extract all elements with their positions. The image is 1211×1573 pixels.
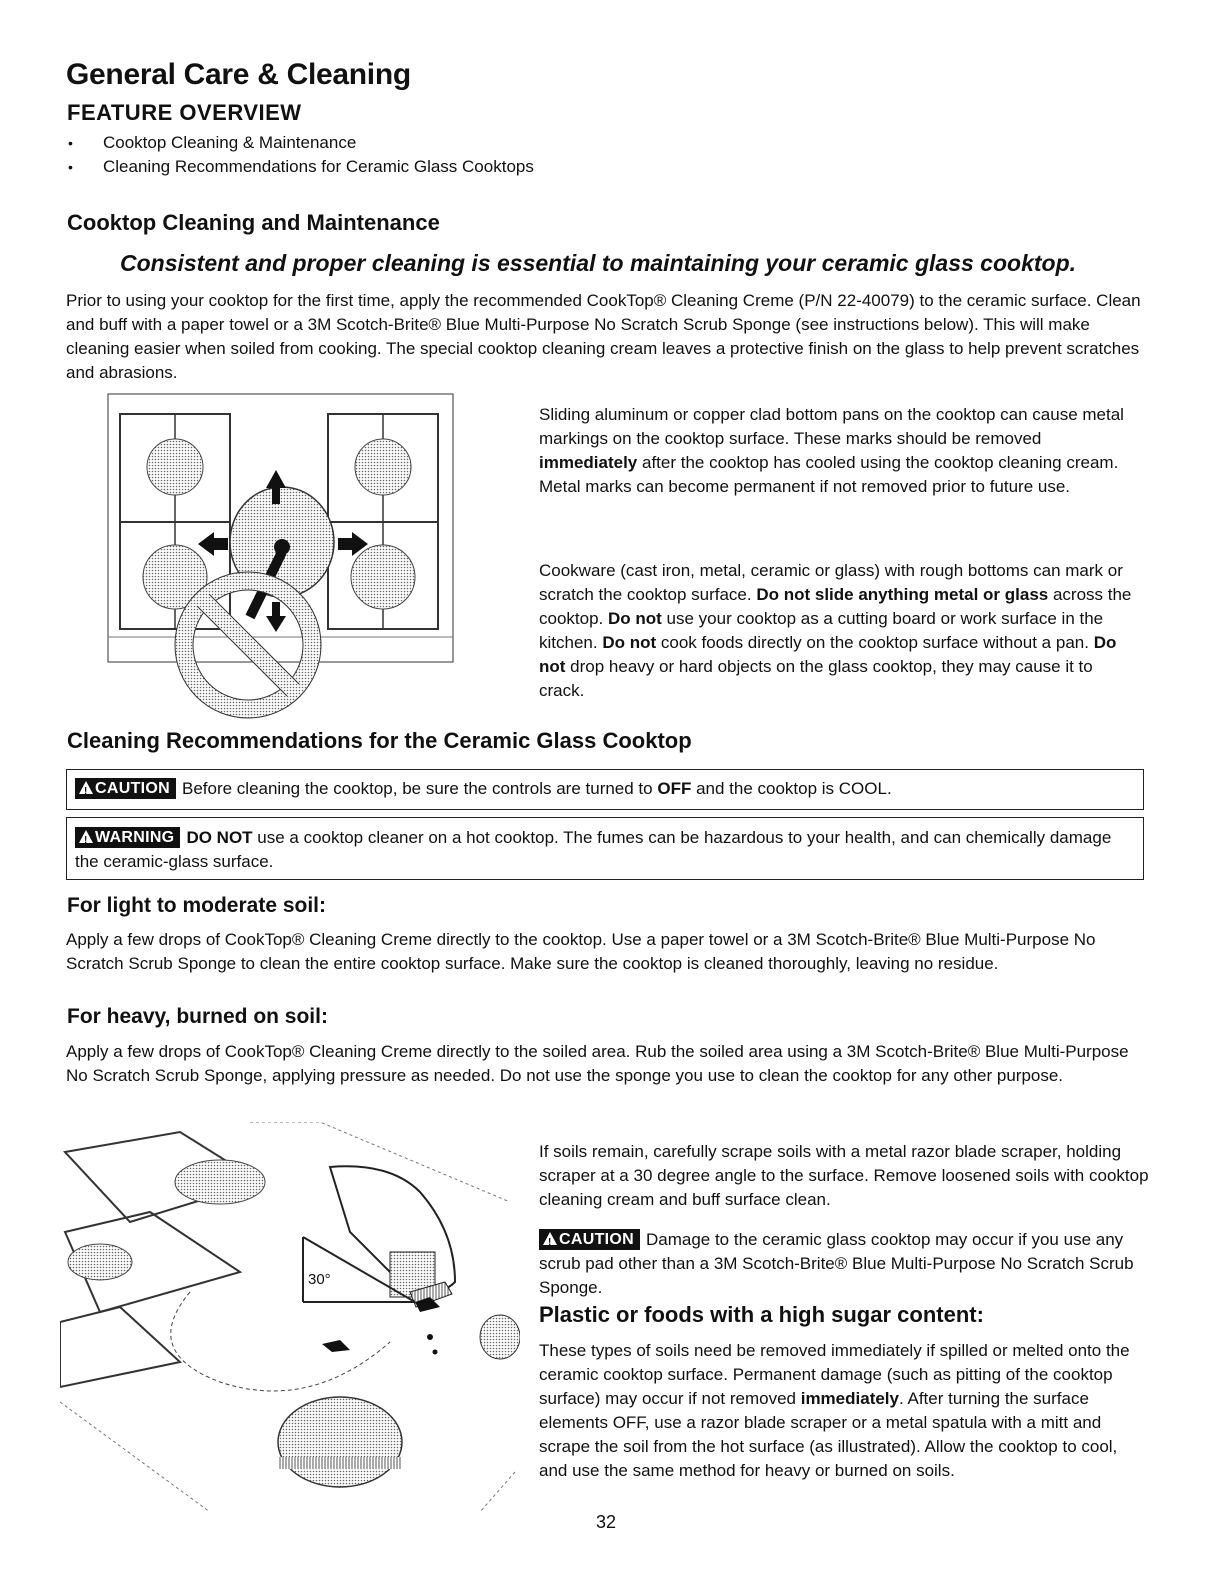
section-heading-cooktop-cleaning: Cooktop Cleaning and Maintenance <box>67 210 440 235</box>
sliding-pans-paragraph: Sliding aluminum or copper clad bottom pans on the cooktop can cause metal markings on the cooktop surface. These marks should be removed immediately after the cooktop has cooled using the cooktop cleaning cream. Metal marks can become permanent if not removed prior to future use. <box>539 405 1124 496</box>
section-banner: Consistent and proper cleaning is essential to maintaining your ceramic glass cooktop. <box>120 250 1077 276</box>
angle-label: 30° <box>308 1271 331 1288</box>
feature-overview-list <box>66 131 534 179</box>
caution-scrub-pad-paragraph: !CAUTION Damage to the ceramic glass cooktop may occur if you use any scrub pad other than a 3M Scotch-Brite® Blue Multi-Purpose No Scratch Scrub Sponge. <box>539 1228 1139 1300</box>
warning-badge: !WARNING <box>75 827 180 848</box>
warning-triangle-icon <box>79 830 93 843</box>
light-soil-heading: For light to moderate soil: <box>67 894 327 917</box>
razor-scraper-illustration <box>60 1122 520 1517</box>
cooktop-no-slide-illustration <box>100 392 460 722</box>
heavy-soil-paragraph: Apply a few drops of CookTop® Cleaning Creme directly to the soiled area. Rub the soiled area using a 3M Scotch-Brite® Blue Multi-Purpose No Scratch Scrub Sponge, applying pressure as needed. Do not use the sponge you use to clean the cooktop for any other purpose. <box>66 1042 1129 1085</box>
scraper-paragraph: If soils remain, carefully scrape soils with a metal razor blade scraper, holding scraper at a 30 degree angle to the surface. Remove loosened soils with cooktop cleaning cream and buff surface clean. <box>539 1142 1149 1209</box>
caution-badge: !CAUTION <box>75 778 176 799</box>
list-item: • Cooktop Cleaning & Maintenance <box>66 131 534 155</box>
heavy-soil-heading: For heavy, burned on soil: <box>67 1005 328 1028</box>
sugar-content-paragraph: These types of soils need be removed immediately if spilled or melted onto the ceramic cooktop surface. Permanent damage (such as pitting of the cooktop surface) may occur if not removed immediately. After turning the surface elements OFF, use a razor blade scraper or a metal spatula with a mitt and scrape the soil from the hot surface (as illustrated). Allow the cooktop to cool, and use the same method for heavy or burned on soils. <box>539 1341 1130 1480</box>
caution-box: !CAUTION Before cleaning the cooktop, be sure the controls are turned to OFF and the cooktop is COOL. <box>66 769 1144 810</box>
warning-triangle-icon <box>79 781 93 794</box>
section-heading-cleaning-recommendations: Cleaning Recommendations for the Ceramic Glass Cooktop <box>67 728 692 753</box>
list-item: • Cleaning Recommendations for Ceramic Glass Cooktops <box>66 155 534 179</box>
intro-paragraph: Prior to using your cooktop for the first time, apply the recommended CookTop® Cleaning Creme (P/N 22-40079) to the ceramic surface. Clean and buff with a paper towel or a 3M Scotch-Brite® Blue Multi-Purpose No Scratch Scrub Sponge (see instructions below). This will make cleaning easier when soiled from cooking. The special cooktop cleaning cream leaves a protective finish on the glass to help prevent scratches and abrasions. <box>66 291 1141 382</box>
page-title: General Care & Cleaning <box>66 58 411 91</box>
sugar-content-heading: Plastic or foods with a high sugar content: <box>539 1302 984 1327</box>
light-soil-paragraph: Apply a few drops of CookTop® Cleaning Creme directly to the cooktop. Use a paper towel or a 3M Scotch-Brite® Blue Multi-Purpose No Scratch Scrub Sponge to clean the entire cooktop surface. Make sure the cooktop is cleaned thoroughly, leaving no residue. <box>66 930 1096 973</box>
caution-badge: !CAUTION <box>539 1229 640 1250</box>
page-number: 32 <box>596 1512 617 1532</box>
warning-triangle-icon <box>543 1232 557 1245</box>
warning-box: !WARNING DO NOT use a cooktop cleaner on a hot cooktop. The fumes can be hazardous to your health, and can chemically damage the ceramic-glass surface. <box>66 817 1144 880</box>
feature-overview-heading: FEATURE OVERVIEW <box>67 100 302 125</box>
cookware-paragraph: Cookware (cast iron, metal, ceramic or glass) with rough bottoms can mark or scratch the cooktop surface. Do not slide anything metal or glass across the cooktop. Do not use your cooktop as a cutting board or work surface in the kitchen. Do not cook foods directly on the cooktop surface without a pan. Do not drop heavy or hard objects on the glass cooktop, they may cause it to crack. <box>539 561 1132 700</box>
